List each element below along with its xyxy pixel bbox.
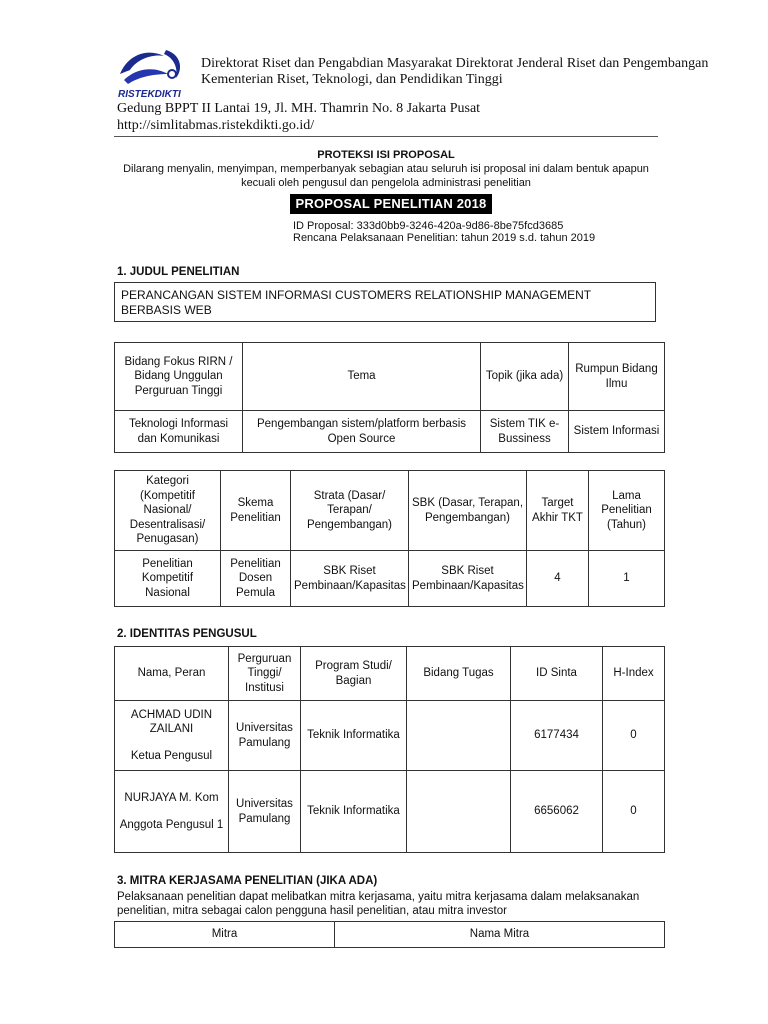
table-cell: 1 xyxy=(589,551,665,607)
table-cell: 6656062 xyxy=(511,771,603,853)
section-2-heading: 2. IDENTITAS PENGUSUL xyxy=(117,628,257,640)
logo-text: RISTEKDIKTI xyxy=(118,89,181,100)
table-header-cell: Rumpun Bidang Ilmu xyxy=(569,343,665,411)
section-1-heading: 1. JUDUL PENELITIAN xyxy=(117,266,240,278)
table-cell: Pengembangan sistem/platform berbasis Open Source xyxy=(243,411,481,453)
table-header-row xyxy=(115,343,665,411)
table-header-cell: Strata (Dasar/ Terapan/ Pengembangan) xyxy=(291,471,409,551)
table-header-cell: SBK (Dasar, Terapan, Pengembangan) xyxy=(409,471,527,551)
partner-description-line-1: Pelaksanaan penelitian dapat melibatkan mitra kerjasama, yaitu mitra kerjasama dalam melaksanakan xyxy=(117,891,640,903)
header-divider xyxy=(114,136,658,137)
logo-dot-icon xyxy=(168,70,176,78)
table-cell: Universitas Pamulang xyxy=(229,771,301,853)
table-cell: 6177434 xyxy=(511,701,603,771)
table-row xyxy=(115,771,665,853)
table-cell xyxy=(407,701,511,771)
table-header-cell: Kategori (Kompetitif Nasional/ Desentralisasi/ Penugasan) xyxy=(115,471,221,551)
table-header-cell: Skema Penelitian xyxy=(221,471,291,551)
table-cell: Sistem TIK e-Bussiness xyxy=(481,411,569,453)
table-header-cell: Tema xyxy=(243,343,481,411)
table-cell: Sistem Informasi xyxy=(569,411,665,453)
table-header-cell: H-Index xyxy=(603,647,665,701)
table-header-cell: Target Akhir TKT xyxy=(527,471,589,551)
proposer-role: Anggota Pengusul 1 xyxy=(119,818,224,831)
website-url[interactable]: http://simlitabmas.ristekdikti.go.id/ xyxy=(117,118,315,133)
table-cell: Universitas Pamulang xyxy=(229,701,301,771)
directorate-line-2: Kementerian Riset, Teknologi, dan Pendidikan Tinggi xyxy=(201,72,503,87)
protection-title: PROTEKSI ISI PROPOSAL xyxy=(317,149,455,161)
proposal-id: ID Proposal: 333d0bb9-3246-420a-9d86-8be75fcd3685 xyxy=(293,220,564,232)
partner-description-line-2: penelitian, mitra sebagai calon pengguna hasil penelitian, atau mitra investor xyxy=(117,905,507,917)
ristekdikti-logo xyxy=(114,44,188,100)
proposer-name: NURJAYA M. Kom xyxy=(124,792,219,804)
table-header-cell: Mitra xyxy=(115,922,335,948)
table-header-cell: Topik (jika ada) xyxy=(481,343,569,411)
address: Gedung BPPT II Lantai 19, Jl. MH. Thamrin No. 8 Jakarta Pusat xyxy=(117,101,481,116)
table-cell: Penelitian Kompetitif Nasional xyxy=(115,551,221,607)
proposer-name-cell xyxy=(115,701,229,771)
table-header-row xyxy=(115,471,665,551)
table-row xyxy=(115,551,665,607)
table-header-cell: Perguruan Tinggi/ Institusi xyxy=(229,647,301,701)
table-header-cell: Nama Mitra xyxy=(335,922,665,948)
table-header-row xyxy=(115,647,665,701)
table-cell: Teknologi Informasi dan Komunikasi xyxy=(115,411,243,453)
table-header-cell: Bidang Fokus RIRN / Bidang Unggulan Perguruan Tinggi xyxy=(115,343,243,411)
table-header-row xyxy=(115,922,665,948)
logo-wing-icon xyxy=(124,69,168,84)
proposal-banner: PROPOSAL PENELITIAN 2018 xyxy=(290,194,492,214)
research-focus-table xyxy=(114,342,665,453)
table-header-cell: ID Sinta xyxy=(511,647,603,701)
table-cell: Teknik Informatika xyxy=(301,771,407,853)
table-cell: 4 xyxy=(527,551,589,607)
proposal-plan: Rencana Pelaksanaan Penelitian: tahun 2019 s.d. tahun 2019 xyxy=(293,232,596,244)
proposer-name-cell xyxy=(115,771,229,853)
table-cell: SBK Riset Pembinaan/Kapasitas xyxy=(409,551,527,607)
table-row xyxy=(115,701,665,771)
directorate-line-1: Direktorat Riset dan Pengabdian Masyarakat Direktorat Jenderal Riset dan Pengembangan xyxy=(201,56,709,71)
table-header-cell: Lama Penelitian (Tahun) xyxy=(589,471,665,551)
table-cell: Penelitian Dosen Pemula xyxy=(221,551,291,607)
table-cell: 0 xyxy=(603,771,665,853)
proposer-role: Ketua Pengusul xyxy=(130,749,213,762)
table-cell: Teknik Informatika xyxy=(301,701,407,771)
table-header-cell: Nama, Peran xyxy=(115,647,229,701)
protection-line-1: Dilarang menyalin, menyimpan, memperbanyak sebagian atau seluruh isi proposal ini dalam bentuk apapun xyxy=(123,163,649,175)
section-3-heading: 3. MITRA KERJASAMA PENELITIAN (JIKA ADA) xyxy=(117,875,378,887)
table-header-cell: Program Studi/ Bagian xyxy=(301,647,407,701)
protection-line-2: kecuali oleh pengusul dan pengelola administrasi penelitian xyxy=(241,177,531,189)
table-cell: 0 xyxy=(603,701,665,771)
partner-table xyxy=(114,921,665,948)
proposer-name: ACHMAD UDIN ZAILANI xyxy=(130,708,213,736)
table-header-cell: Bidang Tugas xyxy=(407,647,511,701)
table-row xyxy=(115,411,665,453)
proposer-identity-table xyxy=(114,646,665,853)
table-cell: SBK Riset Pembinaan/Kapasitas xyxy=(291,551,409,607)
table-cell xyxy=(407,771,511,853)
research-title: PERANCANGAN SISTEM INFORMASI CUSTOMERS RELATIONSHIP MANAGEMENT BERBASIS WEB xyxy=(114,282,656,322)
research-category-table xyxy=(114,470,665,607)
